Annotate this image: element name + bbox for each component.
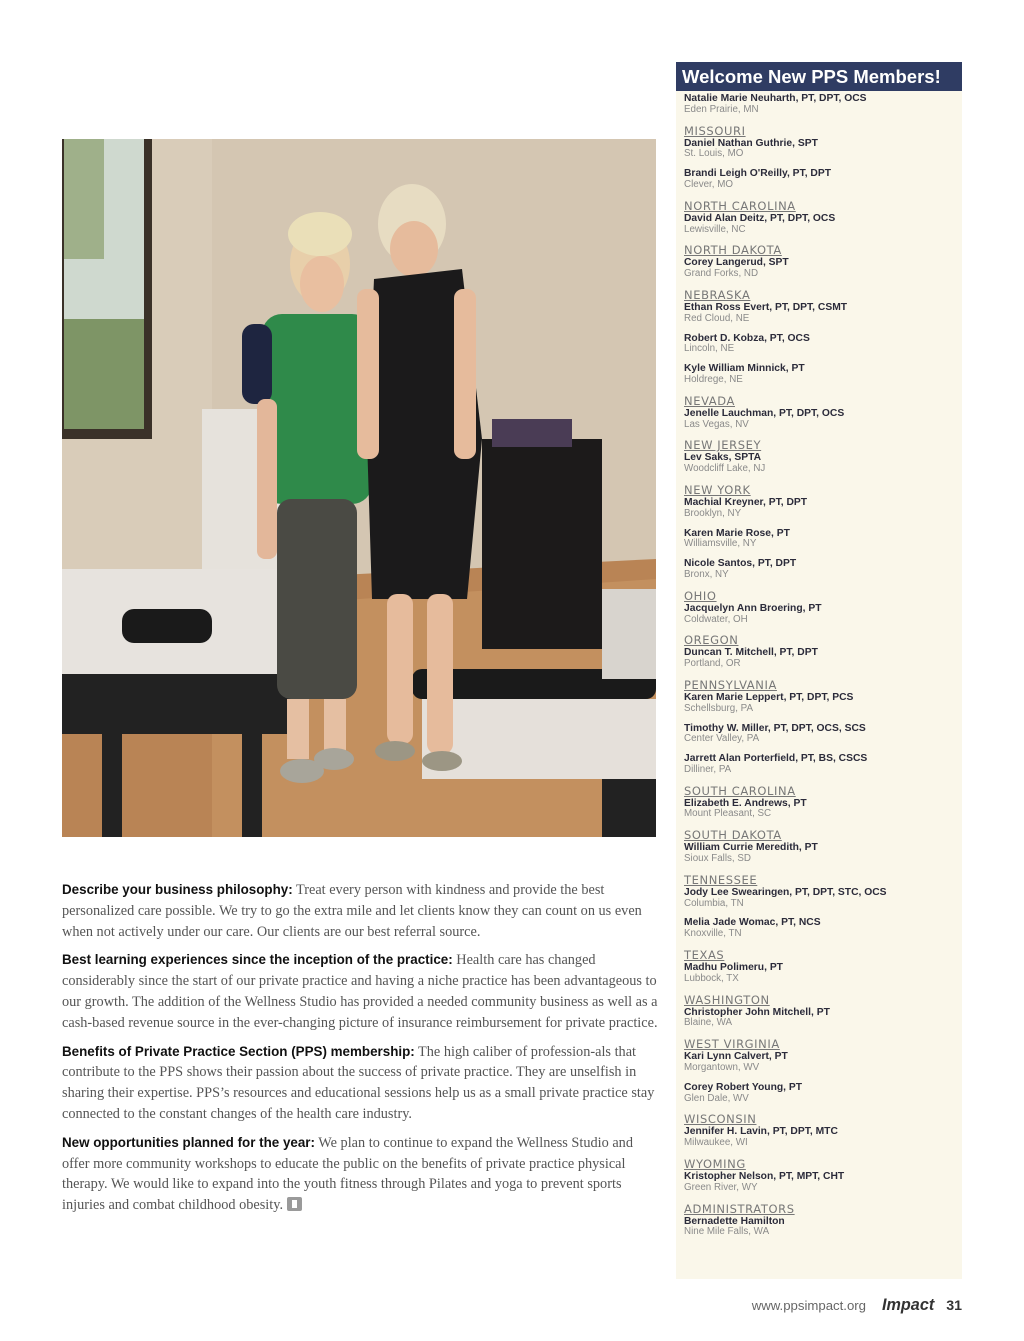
member-entry [684, 558, 962, 581]
member-entry [684, 692, 962, 715]
member-location: Woodcliff Lake, NJ [684, 463, 766, 475]
member-name: Machial Kreyner, PT, DPT [684, 496, 808, 508]
member-entry [684, 1171, 962, 1194]
member-name: Corey Langerud, SPT [684, 257, 789, 269]
end-mark-icon [287, 1197, 302, 1211]
member-name: Bernadette Hamilton [684, 1215, 785, 1227]
state-heading: NEW YORK [684, 482, 751, 497]
member-location: Morgantown, WV [684, 1062, 760, 1074]
state-heading: OREGON [684, 633, 739, 648]
member-location: Eden Prairie, MN [684, 103, 759, 115]
page-footer [752, 1296, 962, 1315]
member-name: Corey Robert Young, PT [684, 1081, 803, 1093]
article-paragraph [62, 880, 662, 942]
member-location: Clever, MO [684, 178, 733, 190]
member-entry [684, 1126, 962, 1149]
member-location: Coldwater, OH [684, 613, 748, 625]
member-location: Center Valley, PA [684, 733, 760, 745]
member-entry [684, 753, 962, 776]
member-location: Portland, OR [684, 658, 741, 670]
page-number: 31 [946, 1298, 962, 1314]
member-entry [684, 1082, 962, 1105]
member-entry [684, 842, 962, 865]
paragraph-text: Treat every person with kindness and provide the best personalized care possible. We try to go the extra mile and let clients know they can count on us even when not actively under our care. Our clients are our best referral source. [62, 882, 642, 940]
member-location: Blaine, WA [684, 1017, 733, 1029]
member-name: Elizabeth E. Andrews, PT [684, 797, 807, 809]
article-body [62, 880, 662, 1224]
member-location: Nine Mile Falls, WA [684, 1226, 770, 1238]
article-paragraph [62, 1042, 662, 1125]
member-location: Grand Forks, ND [684, 268, 759, 280]
member-entry [684, 302, 962, 325]
member-location: Columbia, TN [684, 897, 744, 909]
state-heading: NEVADA [684, 393, 735, 408]
member-location: Mount Pleasant, SC [684, 808, 772, 820]
state-heading: WEST VIRGINIA [684, 1037, 780, 1052]
member-entry [684, 887, 962, 910]
member-name: Jody Lee Swearingen, PT, DPT, STC, OCS [684, 886, 887, 898]
member-location: Lincoln, NE [684, 343, 735, 355]
member-name: William Currie Meredith, PT [684, 842, 818, 854]
member-entry [684, 962, 962, 985]
member-entry [684, 647, 962, 670]
member-name: Kari Lynn Calvert, PT [684, 1051, 788, 1063]
state-heading: PENNSYLVANIA [684, 677, 777, 692]
member-name: David Alan Deitz, PT, DPT, OCS [684, 212, 836, 224]
member-location: Schellsburg, PA [684, 702, 753, 714]
state-heading: WASHINGTON [684, 992, 770, 1007]
member-location: St. Louis, MO [684, 148, 744, 160]
member-name: Madhu Polimeru, PT [684, 962, 783, 974]
member-entry [684, 1007, 962, 1030]
state-heading: OHIO [684, 588, 717, 603]
member-location: Williamsville, NY [684, 538, 757, 550]
member-entry [684, 363, 962, 386]
member-location: Milwaukee, WI [684, 1137, 748, 1149]
member-location: Green River, WY [684, 1181, 758, 1193]
member-name: Lev Saks, SPTA [684, 452, 762, 464]
member-name: Brandi Leigh O'Reilly, PT, DPT [684, 168, 832, 180]
member-location: Red Cloud, NE [684, 312, 750, 324]
member-name: Duncan T. Mitchell, PT, DPT [684, 647, 818, 659]
member-location: Dilliner, PA [684, 763, 732, 775]
paragraph-lead: New opportunities planned for the year: [62, 1134, 315, 1150]
paragraph-text: Health care has changed considerably since the start of our private practice and having a niche practice has been advantageous to our growth. The addition of the Wellness Studio has provided a needed community business as well as a cash-based revenue source in the ever-changing picture of insurance reimbursement for private practice. [62, 952, 658, 1031]
member-entry [684, 723, 962, 746]
article-photo [62, 139, 656, 837]
member-entry [684, 168, 962, 191]
member-entry [684, 333, 962, 356]
member-entry [684, 603, 962, 626]
paragraph-lead: Describe your business philosophy: [62, 882, 293, 897]
state-heading: MISSOURI [684, 123, 746, 138]
paragraph-lead: Benefits of Private Practice Section (PPS) membership: [62, 1043, 415, 1059]
member-name: Melia Jade Womac, PT, NCS [684, 917, 821, 929]
member-entry [684, 93, 962, 116]
member-entry [684, 213, 962, 236]
member-entry [684, 452, 962, 475]
member-location: Brooklyn, NY [684, 507, 742, 519]
member-name: Nicole Santos, PT, DPT [684, 558, 797, 570]
member-location: Glen Dale, WV [684, 1092, 749, 1104]
member-name: Natalie Marie Neuharth, PT, DPT, OCS [684, 93, 867, 104]
state-heading: NORTH CAROLINA [684, 198, 796, 213]
state-heading: WYOMING [684, 1157, 746, 1172]
footer-url[interactable]: www.ppsimpact.org [751, 1298, 867, 1313]
member-entry [684, 1216, 962, 1239]
state-heading: NORTH DAKOTA [684, 243, 782, 258]
member-name: Jenelle Lauchman, PT, DPT, OCS [684, 407, 845, 419]
photo-two-women-pilates-studio [62, 139, 656, 837]
member-entry [684, 497, 962, 520]
paragraph-text: We plan to continue to expand the Wellness Studio and offer more community workshops to educate the public on the benefits of private practice physical therapy. We would like to expand into the youth fitness through Pilates and yoga to prevent sports injuries and combat childhood obesity. [62, 1134, 633, 1214]
state-heading: WISCONSIN [684, 1112, 757, 1127]
state-heading: SOUTH CAROLINA [684, 783, 796, 798]
member-name: Kristopher Nelson, PT, MPT, CHT [684, 1171, 845, 1183]
member-name: Karen Marie Rose, PT [684, 527, 790, 539]
member-entry [684, 408, 962, 431]
member-name: Karen Marie Leppert, PT, DPT, PCS [684, 691, 854, 703]
member-name: Jacquelyn Ann Broering, PT [684, 602, 822, 614]
member-name: Jennifer H. Lavin, PT, DPT, MTC [684, 1126, 838, 1138]
paragraph-lead: Best learning experiences since the inception of the practice: [62, 952, 453, 968]
footer-brand: Impact [882, 1296, 935, 1314]
member-entry [684, 798, 962, 821]
paragraph-text: The high caliber of profession-als that contribute to the PPS shows their passion about the success of private practice. They are unselfish in sharing their expertise. PPS’s resources and educational sessions help us as a small private practice stay connected to the constant changes of the health care industry. [62, 1043, 655, 1122]
member-name: Timothy W. Miller, PT, DPT, OCS, SCS [684, 722, 866, 734]
state-heading: TENNESSEE [684, 872, 758, 887]
member-location: Lubbock, TX [684, 972, 739, 984]
member-location: Las Vegas, NV [684, 418, 749, 430]
state-heading: TEXAS [684, 948, 725, 963]
member-location: Sioux Falls, SD [684, 853, 751, 865]
article-paragraph [62, 950, 662, 1033]
state-heading: NEW JERSEY [684, 438, 762, 453]
member-list [676, 91, 962, 1238]
member-name: Robert D. Kobza, PT, OCS [684, 332, 810, 344]
member-entry [684, 138, 962, 161]
member-location: Lewisville, NC [684, 223, 746, 235]
sidebar-title: Welcome New PPS Members! [676, 62, 962, 91]
member-entry [684, 1051, 962, 1074]
state-heading: SOUTH DAKOTA [684, 828, 782, 843]
member-name: Ethan Ross Evert, PT, DPT, CSMT [684, 301, 848, 313]
article-paragraph [62, 1133, 662, 1216]
state-heading: NEBRASKA [684, 287, 751, 302]
member-name: Christopher John Mitchell, PT [684, 1006, 830, 1018]
member-name: Daniel Nathan Guthrie, SPT [684, 137, 818, 149]
state-heading: ADMINISTRATORS [684, 1201, 795, 1216]
member-location: Knoxville, TN [684, 928, 742, 940]
new-members-sidebar [676, 62, 962, 1279]
member-entry [684, 917, 962, 940]
member-entry [684, 257, 962, 280]
member-entry [684, 528, 962, 551]
member-location: Bronx, NY [684, 568, 729, 580]
member-name: Kyle William Minnick, PT [684, 363, 805, 375]
member-location: Holdrege, NE [684, 373, 743, 385]
member-name: Jarrett Alan Porterfield, PT, BS, CSCS [684, 753, 868, 765]
